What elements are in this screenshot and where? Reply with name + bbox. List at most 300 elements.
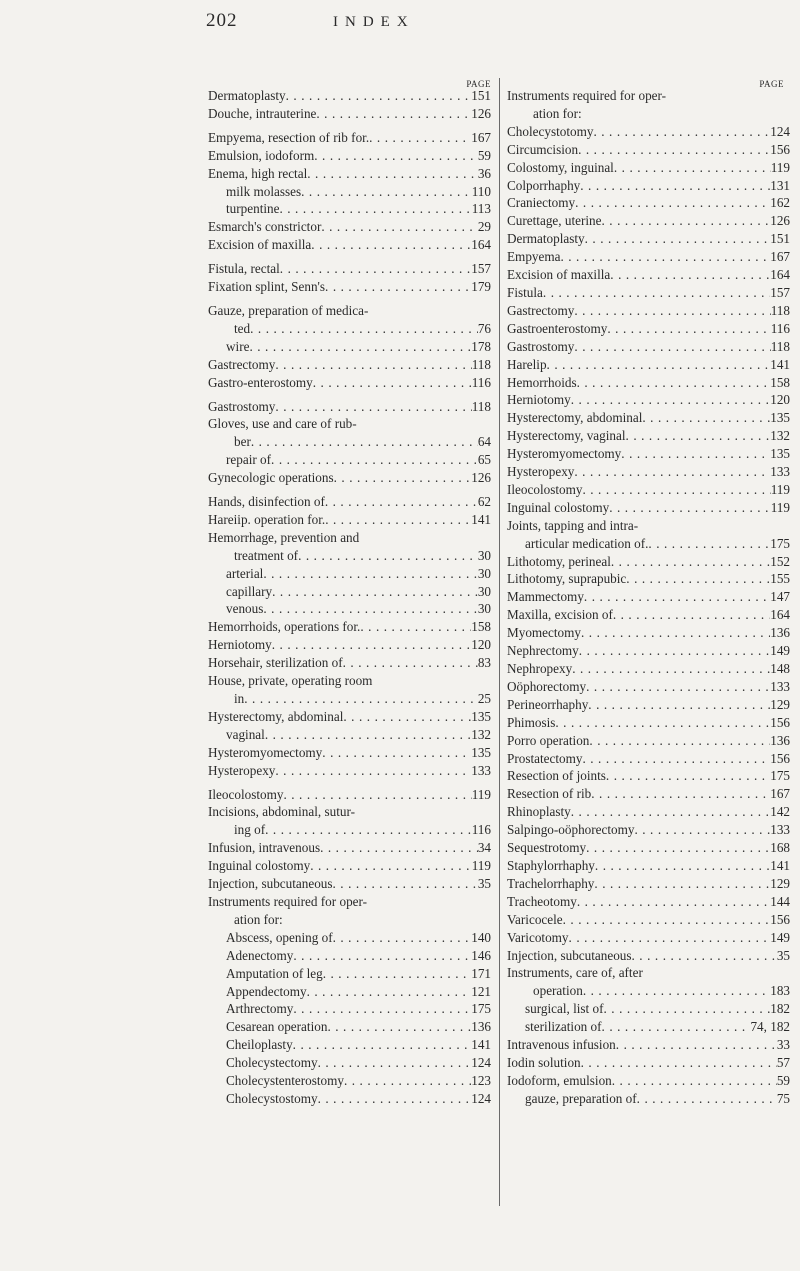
dot-leader [634,821,770,839]
dot-leader [606,767,770,785]
dot-leader [648,535,770,553]
entry-term: Varicocele [507,911,563,927]
dot-leader [311,236,471,254]
entry-page: 158 [770,374,790,390]
index-entry [507,839,790,857]
page-column-label: PAGE [759,79,784,89]
entry-page: 156 [770,714,790,730]
index-entry [208,356,491,374]
entry-term: treatment of [234,547,299,563]
entry-page: 136 [471,1019,491,1035]
page-number: 202 [206,10,238,31]
dot-leader [320,839,478,857]
dot-leader [585,230,771,248]
entry-term: Iodoform, emulsion [507,1072,612,1088]
entry-term: Maxilla, excision of [507,607,613,623]
entry-term: Gynecologic operations [208,470,334,486]
entry-term: Rhinoplasty [507,804,571,820]
index-entry [507,499,790,517]
index-entry [507,678,790,696]
entry-term: Enema, high rectal [208,165,308,181]
entry-page: 33 [776,1037,790,1053]
index-entry [507,230,790,248]
dot-leader [610,266,770,284]
entry-term: Gauze, preparation of medica- [208,302,369,318]
entry-term: Lithotomy, suprapubic [507,571,627,587]
index-entry [208,236,491,254]
index-entry [208,260,491,278]
dot-leader [301,183,472,201]
dot-leader [593,123,770,141]
dot-leader [609,499,771,517]
entry-page: 83 [477,655,491,671]
dot-leader [343,654,478,672]
dot-leader [578,141,770,159]
entry-term: Hysterectomy, vaginal [507,428,626,444]
entry-page: 59 [776,1072,790,1088]
dot-leader [343,708,471,726]
dot-leader [249,338,471,356]
entry-term: vaginal [226,726,265,742]
dot-leader [595,857,770,875]
index-entry [208,983,491,1001]
index-entry [507,570,790,588]
dot-leader [581,624,770,642]
entry-term: wire [226,338,250,354]
dot-leader [318,1054,472,1072]
entry-page: 118 [471,356,491,372]
entry-term: Hysteromyomectomy [208,744,323,760]
index-entry [208,493,491,511]
dot-leader [580,177,770,195]
index-entries-right [507,87,790,1108]
dot-leader [314,147,478,165]
entry-term: Hysteromyomectomy [507,446,622,462]
dot-leader [560,248,770,266]
entry-term: Gloves, use and care of rub- [208,416,357,432]
index-entry [507,750,790,768]
entry-term: Porro operation [507,732,590,748]
index-entry [507,1000,790,1018]
index-entry [208,762,491,780]
entry-term: gauze, preparation of [525,1090,637,1106]
entry-term: arterial [226,565,264,581]
entry-term: Gastro-enterostomy [208,374,313,390]
index-entry [507,427,790,445]
entry-term: Gastroenterostomy [507,320,608,336]
entry-term: Oöphorectomy [507,678,587,694]
index-entry [208,469,491,487]
entry-page: 142 [770,804,790,820]
entry-term: Intravenous infusion [507,1037,616,1053]
index-entry [507,588,790,606]
index-entry [208,200,491,218]
index-entry [208,965,491,983]
dot-leader [563,911,771,929]
entry-page: 133 [770,822,790,838]
dot-leader [369,129,471,147]
index-entry [208,726,491,744]
entry-term: Hands, disinfection of [208,494,325,510]
entry-term: Excision of maxilla [507,267,611,283]
entry-page: 30 [477,547,491,563]
entry-page: 29 [477,219,491,235]
entry-term: Infusion, intravenous [208,840,321,856]
dot-leader [577,893,770,911]
dot-leader [325,278,471,296]
index-entry [507,87,790,105]
entry-term: operation [533,983,583,999]
dot-leader [602,1018,751,1036]
entry-page: 119 [770,159,790,175]
index-entry [208,618,491,636]
entry-page: 124 [471,1055,491,1071]
entry-term: articular medication of. [525,535,649,551]
entry-term: Fixation splint, Senn's [208,279,326,295]
dot-leader [591,785,770,803]
entry-page: 141 [770,857,790,873]
entry-page: 116 [471,374,491,390]
entry-term: surgical, list of [525,1001,604,1017]
entry-term: Adenectomy [226,947,294,963]
dot-leader [543,284,770,302]
index-entry [208,433,491,451]
entry-term: Nephropexy [507,661,573,676]
entry-page: 135 [770,446,790,462]
entry-term: Nephrectomy [507,643,579,659]
index-entry [507,875,790,893]
dot-leader [344,1072,471,1090]
entry-term: Cholecystotomy [507,123,594,139]
entry-term: Resection of rib [507,786,592,802]
dot-leader [604,1000,771,1018]
entry-page: 126 [770,213,790,229]
index-entry [507,391,790,409]
index-entry [507,266,790,284]
entry-term: Fistula [507,284,543,300]
entry-term: Myomectomy [507,625,581,641]
dot-leader [265,726,471,744]
entry-page: 135 [770,410,790,426]
index-entry [507,893,790,911]
index-entry [208,1018,491,1036]
entry-page: 35 [477,876,491,892]
index-entry [208,511,491,529]
index-entry [208,690,491,708]
entry-page: 149 [770,643,790,659]
index-entry [507,553,790,571]
entry-term: Resection of joints [507,768,606,784]
dot-leader [298,547,478,565]
entry-page: 34 [477,840,491,856]
dot-leader [571,391,770,409]
index-entry [507,123,790,141]
entry-page: 119 [471,786,491,802]
entry-page: 59 [477,147,491,163]
dot-leader [313,374,472,392]
index-entry [507,212,790,230]
dot-leader [632,947,777,965]
entry-term: ted [234,320,251,336]
index-entry [507,445,790,463]
entry-term: Gastrectomy [507,302,575,318]
dot-leader [574,463,770,481]
entry-page: 135 [471,744,491,760]
entry-term: Colostomy, inguinal [507,159,614,175]
dot-leader [271,451,478,469]
index-entry [507,356,790,374]
index-entry [507,767,790,785]
column-divider [499,78,500,1206]
dot-leader [283,786,471,804]
entry-term: Instruments, care of, after [507,965,643,981]
index-entry [208,183,491,201]
entry-term: Horsehair, sterilization of [208,655,343,671]
entry-page: 119 [770,499,790,515]
entry-page: 167 [770,786,790,802]
entry-term: Cholecystenterostomy [226,1073,344,1089]
dot-leader [575,194,770,212]
dot-leader [571,803,770,821]
entry-page: 178 [471,338,491,354]
entry-page: 140 [471,929,491,945]
entry-term: Dermatoplasty [507,231,585,247]
entry-page: 116 [770,320,790,336]
dot-leader [589,732,770,750]
dot-leader [323,965,472,983]
index-entry [208,893,491,911]
index-entry [208,87,491,105]
entry-term: Cesarean operation [226,1019,328,1035]
index-entry [507,606,790,624]
entry-page: 157 [471,261,491,277]
entry-page: 124 [471,1090,491,1106]
entry-term: Curettage, uterine [507,213,602,229]
index-entry [208,1090,491,1108]
dot-leader [626,570,770,588]
dot-leader [244,690,478,708]
entry-term: Appendectomy [226,983,307,999]
entry-term: Instruments required for oper- [507,88,667,103]
entry-page: 132 [471,726,491,742]
entry-term: venous [226,601,264,617]
index-entry [507,857,790,875]
dot-leader [251,433,478,451]
entry-page: 148 [770,661,790,676]
index-entry [208,672,491,690]
entry-term: Hareiip. operation for. [208,511,326,527]
dot-leader [614,159,771,177]
entry-term: Perineorrhaphy [507,696,589,712]
entry-term: Hysteropexy [208,762,276,778]
dot-leader [293,1000,471,1018]
index-entry [507,696,790,714]
entry-term: Inguinal colostomy [507,499,610,515]
index-entry [507,517,790,535]
index-entry [208,147,491,165]
entry-page: 118 [471,398,491,414]
entry-page: 74, 182 [750,1019,790,1035]
entry-term: Fistula, rectal [208,261,280,277]
entry-term: Lithotomy, perineal [507,553,611,569]
entry-page: 25 [477,691,491,706]
dot-leader [322,744,471,762]
index-entry [507,159,790,177]
entry-term: Dermatoplasty [208,88,286,103]
index-entry [507,911,790,929]
index-entry [208,165,491,183]
index-entry [208,744,491,762]
dot-leader [577,374,771,392]
entry-term: ber [234,434,251,450]
entry-term: in [234,691,245,706]
entry-term: Mammectomy [507,589,584,605]
entry-term: Herniotomy [507,392,571,408]
index-entry [208,105,491,123]
dot-leader [601,212,770,230]
entry-term: Ileocolostomy [208,786,284,802]
dot-leader [325,511,471,529]
entry-term: Salpingo-oöphorectomy [507,822,635,838]
dot-leader [318,1090,472,1108]
index-entry [208,451,491,469]
entry-page: 123 [471,1073,491,1089]
entry-term: Injection, subcutaneous [208,876,333,892]
entry-term: Douche, intrauterine [208,105,317,121]
index-entry [507,248,790,266]
index-entry [507,964,790,982]
dot-leader [607,320,770,338]
index-entry [208,1036,491,1054]
dot-leader [275,356,471,374]
entry-term: Phimosis [507,714,556,730]
dot-leader [279,200,471,218]
entry-page: 118 [770,302,790,318]
index-entry [208,708,491,726]
entry-page: 141 [471,1037,491,1053]
entry-page: 65 [477,452,491,468]
dot-leader [310,857,472,875]
index-entry [507,374,790,392]
index-entry [208,398,491,416]
entry-page: 151 [770,231,790,247]
entry-page: 126 [471,105,491,121]
entry-page: 129 [770,696,790,712]
entry-term: Cholecystostomy [226,1090,318,1106]
index-entry [208,929,491,947]
entry-page: 167 [770,249,790,265]
entry-page: 133 [770,678,790,694]
dot-leader [611,553,770,571]
index-entry [208,218,491,236]
entry-page: 110 [471,183,491,199]
index-entry [208,654,491,672]
dot-leader [642,409,770,427]
dot-leader [307,983,472,1001]
entry-page: 35 [776,947,790,963]
dot-leader [572,660,770,678]
index-entry [507,463,790,481]
entry-term: repair of [226,452,272,468]
entry-term: Injection, subcutaneous [507,947,632,963]
entry-term: Empyema [507,249,561,265]
entry-page: 156 [770,141,790,157]
entry-page: 168 [770,840,790,856]
entry-term: sterilization of [525,1019,602,1035]
entry-page: 149 [770,929,790,945]
entry-page: 133 [770,464,790,480]
index-entry [208,947,491,965]
entry-page: 124 [770,123,790,139]
entry-term: Abscess, opening of [226,929,333,945]
index-entry [507,338,790,356]
dot-leader [321,218,477,236]
index-entry [208,278,491,296]
index-entry [507,320,790,338]
entry-term: Gastrectomy [208,356,276,372]
index-entry [507,105,790,123]
entry-page: 136 [770,625,790,641]
index-entry [507,785,790,803]
entry-page: 121 [471,983,491,999]
entry-page: 183 [770,983,790,999]
entry-page: 175 [471,1001,491,1017]
index-entry [507,660,790,678]
index-entry [507,929,790,947]
dot-leader [275,398,471,416]
entry-term: Craniectomy [507,195,576,211]
dot-leader [263,565,477,583]
index-entry [208,821,491,839]
dot-leader [265,821,472,839]
dot-leader [316,105,471,123]
entry-page: 116 [471,822,491,838]
entry-term: Sequestrotomy [507,840,587,856]
entry-page: 164 [471,237,491,253]
entry-term: House, private, operating room [208,673,373,689]
index-entry [208,636,491,654]
dot-leader [293,947,471,965]
dot-leader [626,427,771,445]
entry-page: 120 [471,637,491,653]
dot-leader [616,1036,777,1054]
entry-page: 132 [770,428,790,444]
entry-term: milk molasses [226,183,302,199]
page-title: INDEX [333,14,415,30]
entry-page: 64 [477,434,491,450]
dot-leader [579,642,770,660]
index-entry [507,821,790,839]
entry-page: 141 [471,511,491,527]
dot-leader [574,302,770,320]
dot-leader [334,469,472,487]
entry-term: Colporrhaphy [507,177,581,193]
index-entry [208,583,491,601]
entry-term: Herniotomy [208,637,272,653]
index-entry [507,982,790,1000]
index-entry [208,803,491,821]
entry-page: 175 [770,768,790,784]
entry-page: 113 [471,201,491,217]
index-entry [507,714,790,732]
entry-page: 146 [471,947,491,963]
entry-page: 155 [770,571,790,587]
index-entry [208,338,491,356]
entry-term: ing of [234,822,266,838]
entry-page: 131 [770,177,790,193]
entry-term: Amputation of leg [226,965,323,981]
index-entry [507,624,790,642]
